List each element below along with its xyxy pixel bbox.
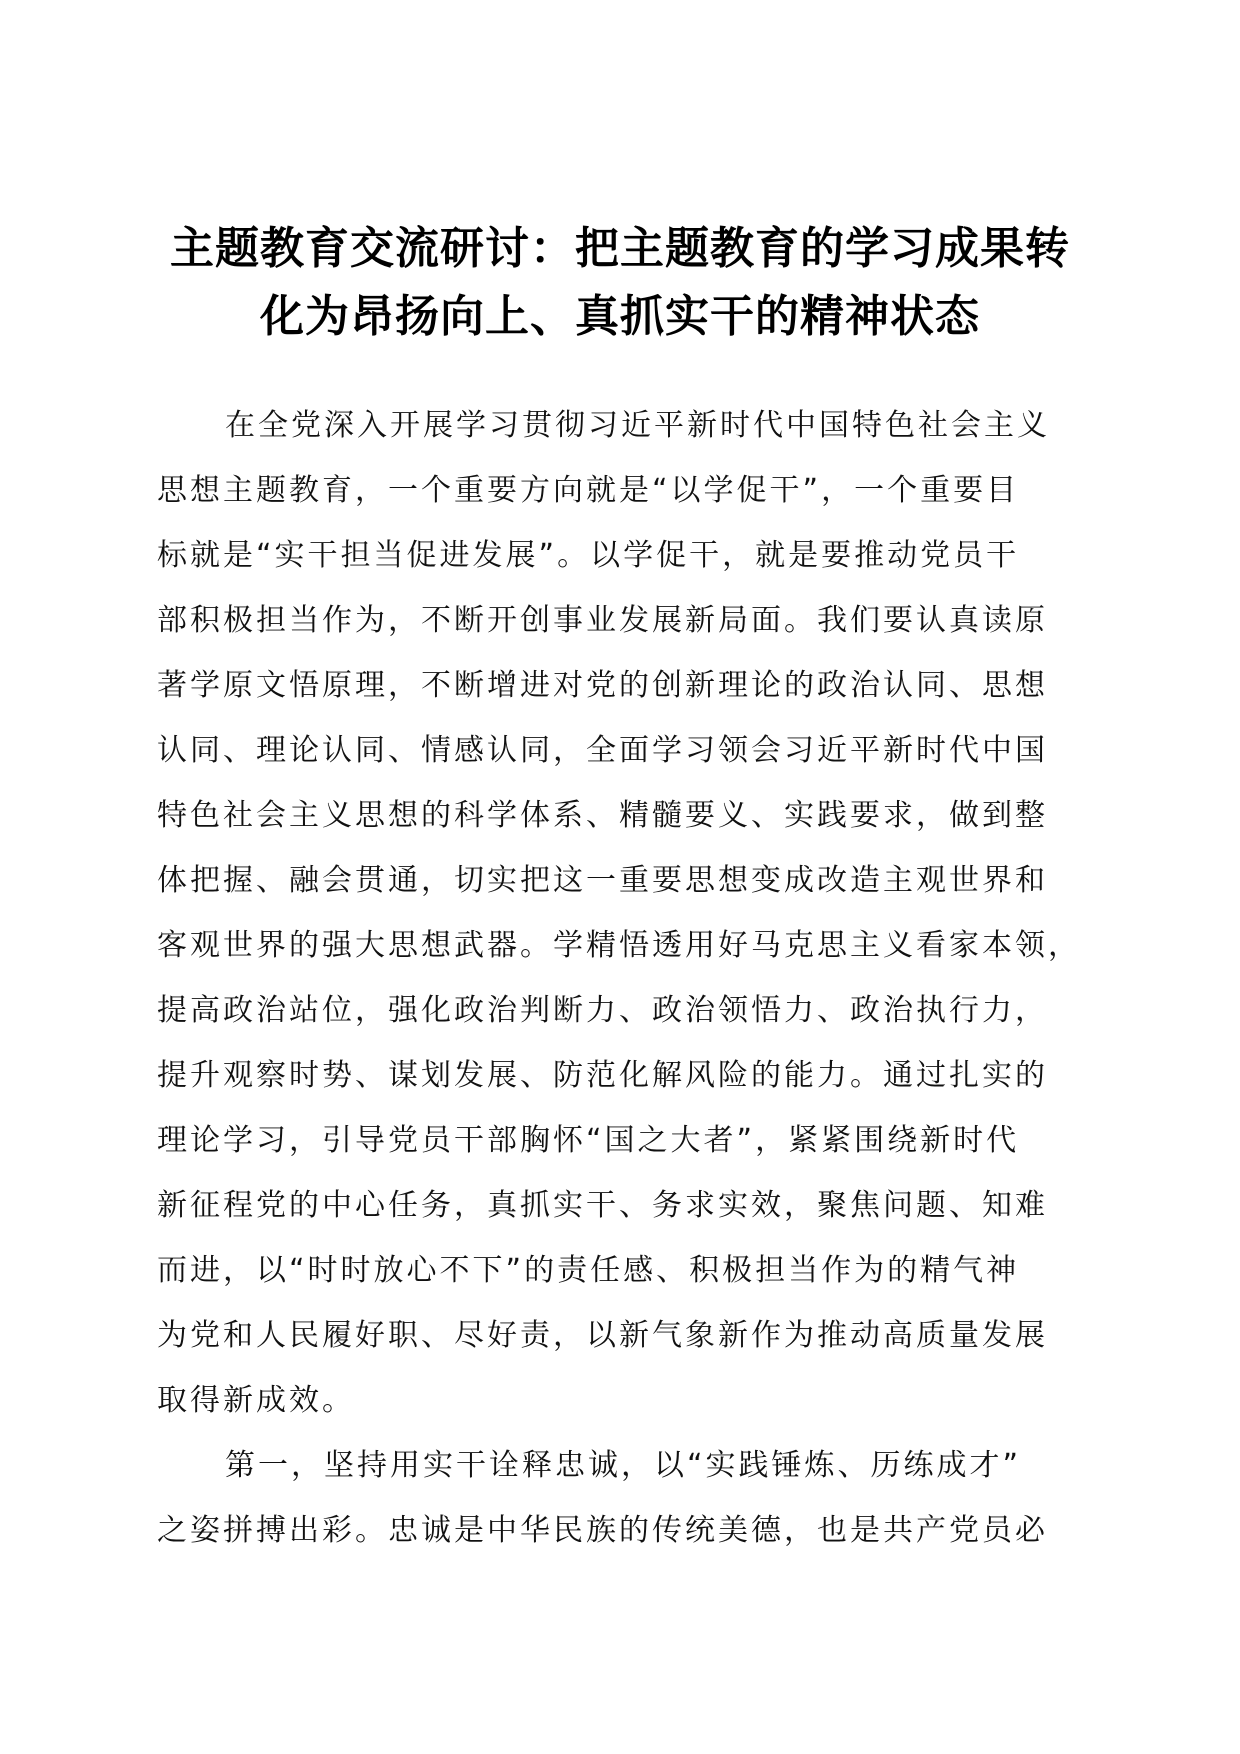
paragraph-1: [157, 393, 1087, 1433]
title-line: 主题教育交流研讨：把主题教育的学习成果转: [170, 223, 1070, 274]
paragraph-line: 新征程党的中心任务，真抓实干、务求实效，聚焦问题、知难: [157, 1188, 1048, 1223]
paragraph-line: 客观世界的强大思想武器。学精悟透用好马克思主义看家本领，: [157, 928, 1081, 963]
paragraph-line: 之姿拼搏出彩。忠诚是中华民族的传统美德，也是共产党员必: [157, 1513, 1048, 1548]
paragraph-line: 体把握、融会贯通，切实把这一重要思想变成改造主观世界和: [157, 863, 1048, 898]
paragraph-line: 为党和人民履好职、尽好责，以新气象新作为推动高质量发展: [157, 1318, 1048, 1353]
paragraph-line: 取得新成效。: [157, 1383, 355, 1418]
paragraph-line: 思想主题教育，一个重要方向就是“以学促干”，一个重要目: [157, 473, 1020, 508]
paragraph-line: 著学原文悟原理，不断增进对党的创新理论的政治认同、思想: [157, 668, 1048, 703]
paragraph-line: 特色社会主义思想的科学体系、精髓要义、实践要求，做到整: [157, 798, 1048, 833]
paragraph-2: [157, 1433, 1087, 1563]
paragraph-line: 标就是“实干担当促进发展”。以学促干，就是要推动党员干: [157, 538, 1020, 573]
paragraph-line: 部积极担当作为，不断开创事业发展新局面。我们要认真读原: [157, 603, 1048, 638]
paragraph-line: 提升观察时势、谋划发展、防范化解风险的能力。通过扎实的: [157, 1058, 1048, 1093]
paragraph-line: 理论学习，引导党员干部胸怀“国之大者”，紧紧围绕新时代: [157, 1123, 1020, 1158]
document-title: [140, 215, 1100, 351]
paragraph-line: 而进，以“时时放心不下”的责任感、积极担当作为的精气神: [157, 1253, 1020, 1288]
paragraph-line: 第一，坚持用实干诠释忠诚，以“实践锤炼、历练成才”: [225, 1448, 1022, 1483]
paragraph-line: 认同、理论认同、情感认同，全面学习领会习近平新时代中国: [157, 733, 1048, 768]
paragraph-line: 在全党深入开展学习贯彻习近平新时代中国特色社会主义: [225, 408, 1050, 443]
title-line: 化为昂扬向上、真抓实干的精神状态: [260, 291, 980, 342]
document-body: [157, 393, 1087, 1563]
paragraph-line: 提高政治站位，强化政治判断力、政治领悟力、政治执行力，: [157, 993, 1048, 1028]
